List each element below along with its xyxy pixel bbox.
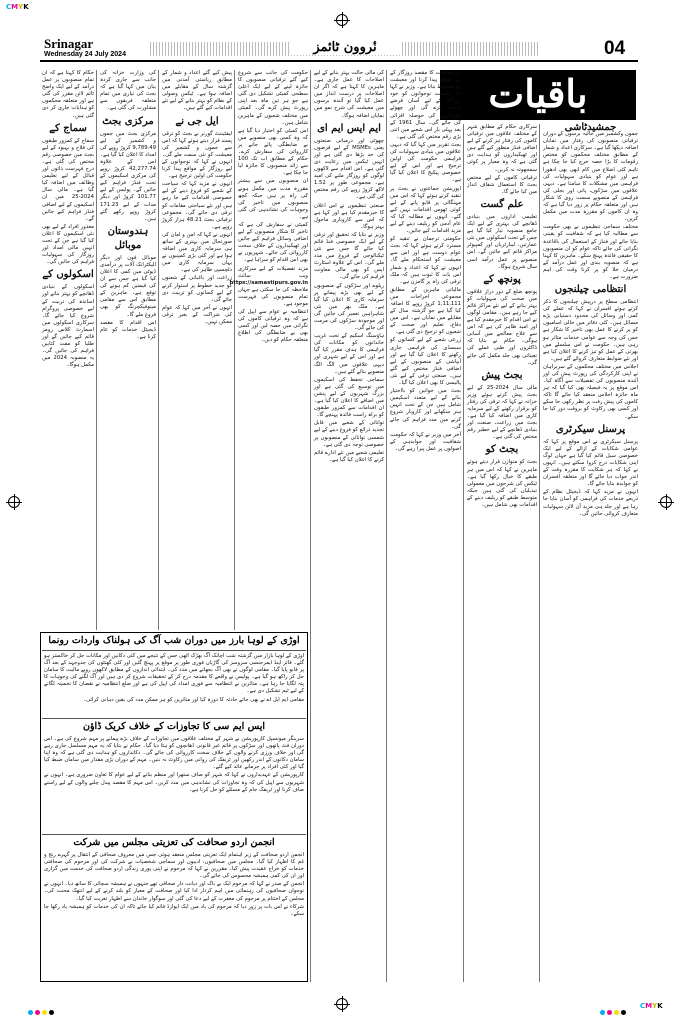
subheading-intizami: انتظامی چیلنجوں — [554, 284, 627, 296]
figure-f10: 100 — [238, 156, 249, 163]
cmyk-label: CMYK — [6, 3, 29, 11]
box-rule — [42, 834, 306, 835]
column-rule — [386, 70, 387, 982]
subheading-school: اسکولوں کے — [42, 269, 94, 281]
article-column-4: کی مالی حالت بہتر بنانے کے لیے اصلاحات کا عمل جاری ہے۔ ماہرین کا کہنا ہے کہ اگر ان اصلاحات پر درست انداز میں عمل کیا گیا تو آئندہ برسوں میں معیشت کی شرح نمو میں نمایاں اضافہ ہوگا۔ ایم ایس ایم ای چھوٹی اور درمیانی صنعتوں یعنی MSMEs کے لیے قرضوں کی حد بڑھا دی گئی ہے اور انہیں ٹیکس میں رعایت دی گئی ہے۔ اس اقدام سے لاکھوں لوگوں کو روزگار ملنے کی امید ہے۔ مجموعی طور پر 1.52 لاکھ کروڑ روپے کی رقم مختص کی گئی ہے۔ صنعتی تنظیموں نے اس اعلان کا خیرمقدم کیا ہے اور کہا ہے کہ اس سے کاروباری ماحول بہتر ہوگا۔ وزیر نے بتایا کہ تحقیق اور ترقی کے لیے ایک خصوصی فنڈ قائم کیا جائے گا جس سے نئی ٹیکنالوجی کے فروغ میں مدد ملے گی۔ اس کے علاوہ اسٹارٹ اپس کو بھی مالی معاونت فراہم کی جائے گی۔ ریلوے اور سڑکوں کے منصوبوں کے لیے بھی بڑے پیمانے پر سرمایہ کاری کا اعلان کیا گیا ہے۔ ملک بھر میں نئی شاہراہیں تعمیر کی جائیں گی اور موجودہ سڑکوں کی مرمت کی جائے گی۔ ہاؤسنگ اسکیم کے تحت غریب خاندانوں کو مکانات کی فراہمی کا ہدف مقرر کیا گیا ہے اور اس کے لیے شہری اور دیہی علاقوں میں الگ الگ منصوبے بنائے گئے ہیں۔ سماجی تحفظ کی اسکیموں میں توسیع کی گئی ہے اور بزرگ شہریوں کے لیے پنشن میں اضافے کا اعلان کیا گیا ہے۔ ان اقدامات سے کمزور طبقوں کو براہ راست فائدہ پہنچے گا۔ توانائی کے شعبے میں قابل تجدید ذرائع کو فروغ دینے کے لیے شمسی توانائی کے منصوبوں پر خصوصی توجہ دی گئی ہے۔ تعلیمی شعبے میں نئے ادارے قائم کرنے کا اعلان کیا گیا ہے۔ — [314, 70, 384, 463]
figure-f1b: 2024-25 — [71, 194, 94, 201]
page-number: 04 — [604, 38, 626, 59]
article-column-8: حکام کا کہنا ہے کہ ان تمام منصوبوں پر عمل درآمد کے لیے ایک واضح ٹائم لائن مقرر کی گئی ہے اور متعلقہ محکموں کو ہدایات جاری کر دی گئی ہیں۔ سماج کے سماج کے کمزور طبقوں کی فلاح و بہبود کے لیے بجٹ میں خصوصی رقم مختص کی گئی ہے۔ درج فہرست ذاتوں اور قبائل کے لیے تعلیمی وظائف میں اضافہ کیا گیا ہے۔ مالی سال 2024-25 میں ان اسکیموں کے لیے اضافی فنڈز فراہم کیے جائیں گے۔ معذور افراد کے لیے بھی نئی اسکیموں کا اعلان کیا گیا ہے جن کے تحت انہیں مالی امداد اور روزگار کی سہولیات فراہم کی جائیں گی۔ اسکولوں کے اسکولوں کے بنیادی ڈھانچے کو بہتر بنانے اور اساتذہ کی تربیت کے لیے خصوصی پروگرام شروع کیا جائے گا۔ سرکاری اسکولوں میں اسمارٹ کلاس رومز قائم کیے جائیں گے اور طلبا کو مفت کتابیں فراہم کی جائیں گی۔ یہ منصوبہ 2024 میں مکمل ہوگا۔ — [42, 70, 94, 369]
figure-f4: 48.21 — [186, 216, 202, 223]
section-banner: باقیات — [440, 70, 636, 120]
column-rule — [310, 70, 311, 982]
box2-headline: ایس ایم سی کا تجاوزات کے خلاف کریک ڈاؤن — [82, 721, 265, 732]
article-column-1: جمشیدٹاشی جموں وکشمیر میں حالیہ برسوں کے دوران ترقیاتی منصوبوں کی رفتار میں نمایاں اضافہ دیکھا گیا ہے۔ سرکاری اعداد و شمار کے مطابق مختلف محکموں کو مختص رقومات کا بڑا حصہ خرچ کیا جا چکا ہے تاہم کئی اضلاع میں کام ابھی بھی ادھورا ہے اور عوام کو بنیادی سہولیات کی فراہمی میں مشکلات کا سامنا ہے۔ دیہی علاقوں میں سڑکوں، پانی اور بجلی کی فراہمی کے منصوبے سست روی کا شکار ہیں اور متعلقہ حکام پر زور دیا گیا ہے کہ وہ ان کاموں کو مقررہ مدت میں مکمل کریں۔ مختلف سماجی تنظیموں نے بھی حکومت سے مطالبہ کیا ہے کہ شفافیت کو یقینی بنایا جائے اور فنڈز کے استعمال کی باقاعدہ نگرانی کی جائے تاکہ عوام کو ان منصوبوں کا حقیقی فائدہ پہنچ سکے۔ ماہرین کا کہنا ہے کہ منصوبہ بندی اور عمل درآمد کے درمیان خلا کو پر کرنا وقت کی اہم ضرورت ہے۔ انتظامی چیلنجوں انتظامی سطح پر درپیش چیلنجوں کا ذکر کرتے ہوئے افسران نے کہا کہ عملے کی کمی اور وسائل کی محدود دستیابی بڑے مسائل ہیں۔ کئی دفاتر میں خالی اسامیوں کو پر کرنے کا عمل بھی تاخیر کا شکار ہے جس کی وجہ سے عوامی خدمات متاثر ہو رہی ہیں۔ حکومت نے اس سلسلے میں بھرتی کے عمل کو تیز کرنے کا اعلان کیا ہے اور نئے ضوابط متعارف کروائے گئے ہیں۔ اجلاس میں مختلف محکموں کے سربراہان نے اپنی کارکردگی کی رپورٹ پیش کی اور آئندہ منصوبوں کی تفصیلات سے آگاہ کیا۔ اس موقع پر یہ فیصلہ بھی کیا گیا کہ ہر ماہ جائزہ اجلاس منعقد کیا جائے گا تاکہ کاموں کی پیش رفت پر نظر رکھی جا سکے اور کسی بھی رکاوٹ کو بروقت دور کیا جا سکے۔ پرسنل سیکرٹری پرسنل سیکرٹری نے اس موقع پر کہا کہ عوامی شکایات کے ازالے کے لیے ایک خصوصی سیل قائم کیا گیا ہے جہاں لوگ اپنی شکایات درج کروا سکتے ہیں۔ انہوں نے کہا کہ ہر شکایت کا مقررہ وقت کے اندر جواب دیا جائے گا اور متعلقہ افسران کو جوابدہ بنایا جائے گا۔ انہوں نے مزید کہا کہ ڈیجیٹل نظام کے ذریعے خدمات کی فراہمی کو آسان بنایا جا رہا ہے اور جلد ہی مزید آن لائن سہولیات متعارف کروائی جائیں گی۔ — [543, 122, 638, 517]
figure-f1: 2024-25 — [486, 384, 509, 391]
cmyk-label-bottom: CMYK — [640, 1002, 663, 1010]
figure-f7: 101.77 — [137, 194, 156, 201]
box-rule — [42, 718, 306, 719]
dateline: Wednesday 24 July 2024 — [44, 51, 126, 58]
article-column-3: ان اقدامات کا مقصد روزگار کے نئے مواقع پیدا کرنا اور معیشت کو مضبوط بنانا ہے۔ وزیر نے کہا کہ حکومت نوجوانوں کو خود روزگار کے لیے آسان قرضے فراہم کرے گی اور چھوٹے کاروباروں کی حوصلہ افزائی کی جائے گی۔ سال 1961 کے بعد پہلی بار اس شعبے میں اتنی بڑی رقم مختص کی گئی ہے۔ بجٹ تقریر میں کہا گیا کہ دیہی علاقوں میں بنیادی سہولیات کی فراہمی حکومت کی اولین ترجیح ہے اور اس کے لیے خصوصی پیکیج کا اعلان کیا گیا ہے۔ اپوزیشن جماعتوں نے بجٹ پر تنقید کرتے ہوئے کہا کہ اس میں مہنگائی پر قابو پانے کے لیے کوئی ٹھوس اقدامات نہیں کیے گئے۔ انہوں نے مطالبہ کیا کہ عام آدمی کو ریلیف دینے کے لیے مزید اقدامات کیے جائیں۔ حکومتی ترجمان نے تنقید کو مسترد کرتے ہوئے کہا کہ بجٹ عوام دوست ہے اور اس سے معیشت کو استحکام ملے گا۔ انہوں نے کہا کہ اعداد و شمار اس بات کا ثبوت ہیں کہ ملک ترقی کی راہ پر گامزن ہے۔ مالیاتی ماہرین کے مطابق مجموعی اخراجات میں 1,11,111 کروڑ روپے کا اضافہ کیا گیا ہے جو گزشتہ سال کے مقابلے میں نمایاں ہے۔ اس میں دفاع، تعلیم اور صحت کے شعبوں کو ترجیح دی گئی ہے۔ زرعی شعبے کے لیے کسانوں کو سبسڈی کی فراہمی جاری رکھنے کا اعلان کیا گیا ہے اور آبپاشی کے منصوبوں کے لیے اضافی فنڈز مختص کیے گئے ہیں۔ صنعتی ترقی کے لیے نئی پالیسی کا بھی اعلان کیا گیا۔ بجٹ میں خواتین کو بااختیار بنانے کے لیے متعدد اسکیمیں شامل ہیں جن کے تحت انہیں ہنر سکھانے اور کاروبار شروع کرنے میں مدد فراہم کی جائے گی۔ آخر میں وزیر نے کہا کہ حکومت شفافیت اور جوابدہی کے اصولوں پر عمل پیرا رہے گی۔ — [390, 70, 461, 452]
subheading-msme: ایم ایس ایم ای — [317, 122, 381, 134]
subheading-aelbudget: ایل جی نے — [175, 115, 219, 127]
column-rule — [539, 124, 540, 982]
box-rule — [42, 650, 306, 651]
color-bar-bottom-right — [600, 1000, 628, 1019]
column-rule — [96, 70, 97, 630]
box1-body: اوڑی کے لوہا بازار میں گزشتہ شب اچانک آگ بھڑک اٹھی جس کے نتیجے میں کئی دکانیں اور مکانات جل کر خاکستر ہو گئے۔ فائر اینڈ ایمرجنسی سروسز کی گاڑیاں فوری طور پر موقع پر پہنچ گئیں اور کئی گھنٹوں کی جدوجہد کے بعد آگ پر قابو پایا گیا۔ مقامی لوگوں نے بھی آگ بجھانے میں مدد کی۔ ابتدائی اندازوں کے مطابق لاکھوں روپے مالیت کا سامان جل کر راکھ ہو گیا ہے۔ پولیس نے واقعے کا مقدمہ درج کر کے تحقیقات شروع کر دی ہیں اور آگ لگنے کی وجوہات کا پتہ لگایا جا رہا ہے۔ متاثرین نے انتظامیہ سے فوری امداد کی اپیل کی ہے اور ضلع انتظامیہ نے نقصان کا تخمینہ لگانے کے لیے ٹیم تشکیل دی ہے۔ مقامی ایم ایل اے نے بھی جائے حادثہ کا دورہ کیا اور متاثرین کو ہر ممکن مدد کی یقین دہانی کرائی۔ — [44, 653, 304, 703]
registration-mark-top — [336, 14, 348, 26]
figure-f6: 42,277.74 — [129, 166, 156, 173]
registration-mark-bottom — [336, 998, 348, 1010]
author-name: جمشیدٹاشی — [564, 122, 617, 133]
color-bar-bottom — [28, 1000, 56, 1019]
registration-mark-left — [8, 496, 20, 508]
column-rule — [234, 70, 235, 630]
subheading-markazi: مرکزی بجٹ — [102, 115, 154, 127]
figure-f2: 1.52 — [314, 180, 326, 187]
column-rule — [158, 70, 159, 630]
subheading-aelmgast: علم گست — [480, 198, 524, 210]
registration-mark-right — [660, 496, 672, 508]
figure-f3: 1,11,111 — [437, 301, 461, 307]
subheading-samaj: سماج کے — [49, 122, 87, 134]
subheading-hindustan: ہندوستان موبائل — [107, 225, 149, 251]
box3-headline: انجمن اردو صحافت کی تعزیتی مجلس میں شرکت — [73, 837, 275, 848]
subheading-budget: بجٹ کو — [485, 444, 519, 456]
figure-f5: 9,789.49 — [132, 144, 156, 151]
article-column-7: کی وزارت خزانہ کی جانب سے جاری کردہ بیان میں کہا گیا ہے کہ بجٹ کی تیاری میں تمام متعلقہ فریقوں سے مشاورت کی گئی ہے۔ مرکزی بجٹ مرکزی بجٹ میں جموں و کشمیر کے لیے 9,789.49 کروڑ روپے کی امداد کا اعلان کیا گیا ہے۔ اس کے علاوہ 42,277.74 کروڑ روپے کی مرکزی اسکیموں کے تحت فنڈز فراہم کیے جائیں گے۔ پولیس کے لیے 101.77 کروڑ اور دیگر مدات کے لیے 171.23 کروڑ روپے رکھے گئے ہیں۔ ہندوستان موبائل موبائل فون اور دیگر الیکٹرانک آلات پر درآمدی ڈیوٹی میں کمی کا اعلان کیا گیا ہے جس سے ان کی قیمتیں کم ہونے کی توقع ہے۔ ماہرین کے مطابق اس سے مقامی مینوفیکچرنگ کو بھی فروغ ملے گا۔ اس اقدام کا مقصد ڈیجیٹل خدمات کو عام کرنا ہے۔ — [100, 70, 156, 340]
masthead-title: نٔروون ٹائمز — [290, 40, 400, 55]
box1-headline: اوڑی کے لوہا بارز میں دوران شب آگ کی ہولناک واردات رونما — [48, 635, 300, 646]
box2-body: سرینگر میونسپل کارپوریشن نے شہر کے مختلف علاقوں میں تجاوزات کے خلاف بڑے پیمانے پر مہم شروع کی ہے۔ اس دوران فٹ پاتھوں اور سڑکوں پر قائم غیر قانونی ڈھانچوں کو ہٹا دیا گیا۔ حکام نے بتایا کہ یہ مہم مسلسل جاری رہے گی اور خلاف ورزی کرنے والوں کے خلاف سخت کارروائی کی جائے گی۔ دکانداروں کو ہدایت دی گئی ہے کہ وہ اپنا سامان دکانوں کے اندر رکھیں اور ٹریفک کی روانی میں رکاوٹ نہ بنیں۔ مہم کے دوران بڑی مقدار میں سامان ضبط کیا گیا اور کئی افراد پر جرمانے عائد کیے گئے۔ کارپوریشن کے عہدیداروں نے کہا کہ شہر کو صاف ستھرا اور منظم بنانے کے لیے عوام کا تعاون ضروری ہے۔ انہوں نے شہریوں سے اپیل کی کہ وہ تجاوزات کی نشاندہی میں مدد کریں۔ اس مہم کا مقصد پیدل چلنے والوں کے لیے راستے صاف کرنا اور ٹریفک جام کے مسئلے کو حل کرنا ہے۔ — [44, 736, 304, 793]
subheading-budget-pesh: بجٹ پیش — [481, 369, 523, 381]
article-column-6: پیش کیے گئے اعداد و شمار کے مطابق ریاستی آمدنی میں گزشتہ سال کے مقابلے میں اضافہ ہوا ہے۔ ٹیکس وصولی کے نظام کو بہتر بنانے کے لیے نئے اقدامات کیے گئے ہیں۔ ایل جی نے لیفٹیننٹ گورنر نے بجٹ کو ترقی پسند قرار دیتے ہوئے کہا کہ اس سے جموں و کشمیر کی معیشت کو نئی سمت ملے گی۔ انہوں نے کہا کہ نوجوانوں کے لیے روزگار کے مواقع پیدا کرنا حکومت کی اولین ترجیح ہے۔ انہوں نے مزید کہا کہ سیاحت کے شعبے کو فروغ دینے کے لیے خصوصی اقدامات کیے جا رہے ہیں اور نئے سیاحتی مقامات کو ترقی دی جائے گی۔ مجموعی ترقیاتی بجٹ 48.21 ہزار کروڑ روپے ہے۔ انہوں نے کہا کہ امن و امان کی صورتحال میں بہتری کے ساتھ ہی سرمایہ کاری میں اضافہ ہوا ہے اور کئی بڑی کمپنیوں نے یہاں سرمایہ کاری میں دلچسپی ظاہر کی ہے۔ زراعت اور باغبانی کے شعبوں کو جدید خطوط پر استوار کرنے کے لیے کسانوں کو تربیت دی جائے گی۔ انہوں نے آخر میں کہا کہ عوام کی شراکت کے بغیر ترقی ممکن نہیں۔ — [162, 70, 232, 325]
figure-f9: 1961 — [398, 119, 413, 126]
website-link[interactable]: https://samastipurs.gov.in — [229, 279, 308, 286]
figure-f11: 2024 — [53, 355, 67, 362]
article-column-2: سرکاری حکام کے مطابق شہر کے مختلف علاقوں میں ترقیاتی کاموں کی رفتار تیز کرنے کے لیے اضافی فنڈز منظور کیے گئے ہیں اور ٹھیکیداروں کو ہدایت دی گئی ہے کہ وہ معیار پر کوئی سمجھوتہ نہ کریں۔ ترقیاتی کاموں کے لیے مختص بجٹ کا استعمال شفاف انداز میں کیا جائے گا۔ علم گست تعلیمی اداروں میں بنیادی ڈھانچے کی بہتری کے لیے ایک جامع منصوبہ تیار کیا گیا ہے جس کے تحت اسکولوں میں نئی عمارتیں، لیبارٹریاں اور کمپیوٹر مراکز قائم کیے جائیں گے۔ اس منصوبے پر عمل درآمد اسی سال شروع ہوگا۔ پونچھ کے پونچھ ضلع کے دور دراز علاقوں میں صحت کی سہولیات کو بہتر بنانے کے لیے نئے مراکز قائم کیے جا رہے ہیں۔ مقامی لوگوں نے اس اقدام کا خیرمقدم کیا ہے اور امید ظاہر کی ہے کہ اس سے علاج معالجے میں آسانی ہوگی۔ حکام نے بتایا کہ ڈاکٹروں اور طبی عملے کی تعیناتی بھی جلد مکمل کی جائے گی۔ بجٹ پیش مالی سال 2024-25 کے لیے بجٹ پیش کرتے ہوئے وزیر خزانہ نے کہا کہ ترقی کی رفتار کو برقرار رکھنے کے لیے سرمایہ کاری میں اضافہ کیا گیا ہے۔ بجٹ میں زراعت، صنعت اور بنیادی ڈھانچے کے لیے خطیر رقم مختص کی گئی ہے۔ بجٹ کو بجٹ کو متوازن قرار دیتے ہوئے ماہرین نے کہا کہ اس میں ہر طبقے کا خیال رکھا گیا ہے۔ ٹیکس کی شرحوں میں معمولی تبدیلیاں کی گئی ہیں جبکہ متوسط طبقے کو ریلیف دینے کے اقدامات بھی شامل ہیں۔ — [467, 124, 537, 509]
article-column-5: حکومت کی جانب سے شروع کیے گئے ترقیاتی منصوبوں کا جائزہ لینے کے لیے ایک اعلیٰ سطحی کمیٹی تشکیل دی گئی ہے جو ہر تین ماہ بعد اپنی رپورٹ پیش کرے گی۔ کمیٹی میں مختلف شعبوں کے ماہرین شامل ہیں۔ اس کمیٹی کو اختیار دیا گیا ہے کہ وہ کسی بھی منصوبے میں بے ضابطگی پائے جانے پر کارروائی کی سفارش کرے۔ حکام کے مطابق اب تک 100 سے زائد منصوبوں کا جائزہ لیا جا چکا ہے۔ ان منصوبوں میں سے بیشتر مقررہ مدت میں مکمل ہونے کی راہ پر ہیں جبکہ کچھ منصوبوں میں تاخیر کی وجوہات کی نشاندہی کی گئی ہے۔ کمیٹی نے سفارش کی ہے کہ تاخیر کا شکار منصوبوں کے لیے اضافی وسائل فراہم کیے جائیں اور ٹھیکیداروں کے خلاف سخت کارروائی کی جائے۔ شہریوں نے بھی اس اقدام کو سراہا ہے۔ مزید تفصیلات کے لیے سرکاری ویب سائٹ https://samastipurs.gov.in ملاحظہ کی جا سکتی ہے جہاں تمام منصوبوں کی فہرست موجود ہے۔ انتظامیہ نے عوام سے اپیل کی ہے کہ وہ ترقیاتی کاموں کی نگرانی میں حصہ لیں اور کسی بھی بے ضابطگی کی اطلاع متعلقہ حکام کو دیں۔ — [229, 70, 308, 344]
subheading-poonch: پونچھ کے — [483, 273, 521, 285]
column-rule — [463, 124, 464, 982]
figure-f8: 171.23 — [100, 201, 119, 208]
header-rule — [40, 60, 638, 62]
subheading-personal: پرسنل سیکرٹری — [555, 423, 626, 435]
city-name: Srinagar — [44, 36, 94, 51]
box3-body: انجمن اردو صحافت کے زیر اہتمام ایک تعزیتی مجلس منعقد ہوئی جس میں معروف صحافی کے انتقال پر گہرے رنج و غم کا اظہار کیا گیا۔ مجلس میں صحافیوں، ادیبوں اور سماجی شخصیات نے شرکت کی اور مرحوم کی صحافتی خدمات کو خراج عقیدت پیش کیا۔ مقررین نے کہا کہ مرحوم نے اپنی پوری زندگی اردو صحافت کی خدمت میں گزاری اور ان کی کمی ہمیشہ محسوس کی جائے گی۔ انجمن کے صدر نے کہا کہ مرحوم ایک بے باک اور دیانت دار صحافی تھے جنہوں نے ہمیشہ سچائی کا ساتھ دیا۔ انہوں نے نوجوان صحافیوں کی رہنمائی میں اہم کردار ادا کیا اور صحافت کے معیار کو بلند کرنے کے لیے انتھک محنت کی۔ مجلس کے اختتام پر مرحوم کی مغفرت کے لیے دعا کی گئی اور سوگوار خاندان سے اظہار تعزیت کیا گیا۔ شرکاء نے اس بات پر زور دیا کہ مرحوم کی یاد میں ایک ایوارڈ قائم کیا جائے تاکہ ان کی خدمات کو ہمیشہ یاد رکھا جا سکے۔ — [44, 852, 304, 917]
